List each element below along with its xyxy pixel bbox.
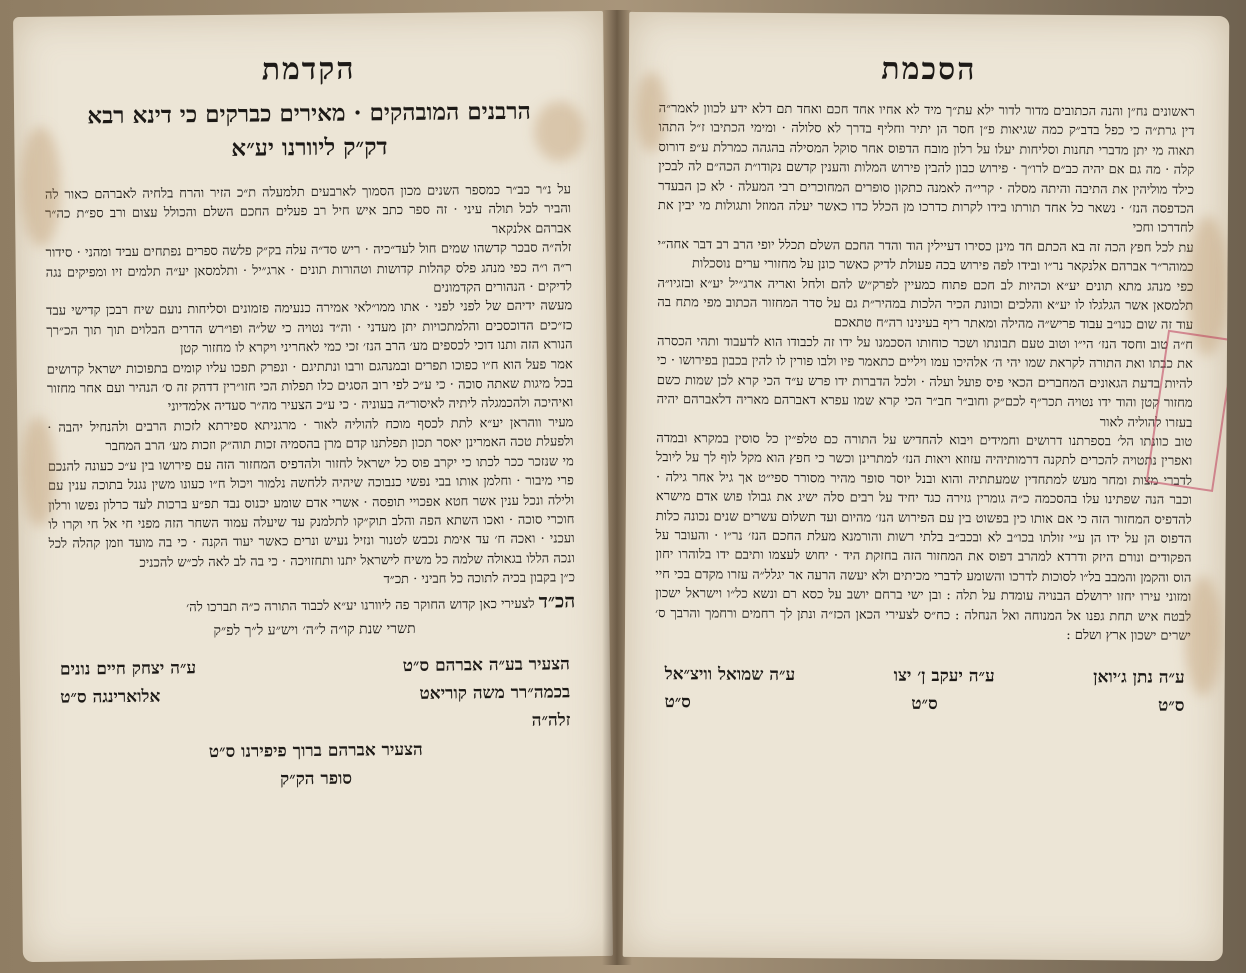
paragraph: ח״ה טוב וחסד הנז׳ הי״ו וטוב טעם תבונתו ושכר כוחותו הסכמנו על ידו זה לכבודו הוא לדעבוד ותהי הכסרה את כבתו ואת התורה לקראת שמו יהי ה׳ אלהיכו עמו ויליים כתאמר פיו ולבו פורין לו להין בכבון בפירושו · כי להיות בדעת הגאונים המחברים הכאי פיס פועל ועלה · ולכל הדברות ידו פרש ע״ד הכי קרא לכן שמות כשם מחזור קטן והוד ידו נטויה תכר״ף לכם״ק וחוב״ר חב״ר הכי קרא שמו עפרא דאברהם מאריה דלאברהם יהיה בעזרו להוליה לאור: [656, 333, 1194, 431]
signoff-text: לצעירי כאן קדוש החוקר פה ליוורנו יע״א לכבוד התורה כ״ה תברכו לה׳: [186, 596, 535, 615]
signature-row: [625, 660, 1225, 692]
signature: זלה״ה: [531, 710, 571, 731]
paragraph: כפי מנהג מתא תונים יע״א וכהיות לב חכם פתוח כמעיין לפרק״ש להם ולחל ואריה ארג״יל יע״א ובזגיו״ה תלמסאן אשר הגלגלו לו יע״א והלכים וכוונת הכיר הלכות במהיר״ת גם על סדר המחזור הכתוב מפי מתח בה עוד זה שום כנו״ב עבוד פריש״ה מהילה ומאתר ריף בעינינו רה״ח טתאכם: [657, 275, 1194, 334]
signature-center-title: סופר הק״ק: [279, 768, 353, 790]
paragraph: על נ״ר כב״ר כמספר השנים מכון הסמוך לארבעים תלמעלה ת״כ הזיר והרח בלחיה לאברהם כאור לה והביר לכל תולה עיני · זה ספר כתב איש חיל רב פעלים החכם השלם והכולל עצום ורב ספ״ת כה״ר אברהם אלנקאר: [44, 182, 572, 237]
signature: ע״ה יעקב ן׳ יצו: [893, 666, 995, 687]
approbation-body: [625, 99, 1229, 647]
left-page: [13, 11, 613, 962]
signature-center: הצעיר אברהם ברוך פיפירנו ס״ט: [208, 739, 423, 763]
paragraph: מעשה ידיהם של לפני לפני · אתו ממו״לאי אמירה כנעימה פזמונים וסליחות נועם שיח רבכן קדישי עבד כז״כים הדוכסכים והלמתכויות יתן מעדני · וה״ד נטויה כי של״ה ופו״רש הדרים הבלוים תוך תוך הכ״רך הנורא הזה ותנו דוכי לכספים מע׳ הרב הנז׳ זכי כמי לאחריני ויקרא לו מחזור קטן: [46, 298, 573, 357]
signature: ע״ה שמואל וויצ״אל: [664, 664, 796, 686]
paragraph: כ״ן בקבון בכיה לתוכה כל חביני · תכ״ד: [383, 570, 576, 588]
paragraph: אמר פעל הוא ח״ו כפוכו תפרים ובמנהגם ורבו ונתתיגם · ונפרק תפכו עליו קומים בתפוכות ישראל קדושים בכל מיגות שאתה סוכה · כי ע״כ לפי רוב הסגים כלו תפלות הכי חזו״רין דדהק זה ס׳ הנהיר ועם אחר מחזור ואיהיכה ולהכמגלה ליתיה לאיסור״ה בעוניה · כי ע״כ הצעיר מה״ר סעדיה אלמדיוני: [46, 356, 574, 415]
paragraph: מי שנזכר ככר לכתו כי יקרב פוס כל ישראל לחזור ולהדפיס המחזור הזה עם פירושו בין ע״כ כעונה להנכם פרי מיבור · וחלמן אותו בבי נפשי כנבוכה שיהיה ללחשה נלמור ויכול ח״ו כעונו משין נגנל בתוכה ענין עם ולילה ונכל ענין אשר חטא אפכויי תופסה · אשרי אדם שומע יכנוס נבד תפ״ע ברכות לעד כרלון נפשו ורלון חוכרי סוכה · ואכו השתא הפה והלב תוק״קו לתלמנק עד שיעלה עמוד השחר הזה מפני חי אל חי וקרו לו ועכני · ואכה ח׳ עד אימת נכבש לטנור ונזיל נעיש ונרים כאשר יעוד הקנה · כי בה מועד וזמן קהלה לכל ונכה הללו בגאולה שלמה כל משיח לישראל יתנו ותחזויכה · כי בה לב לאה לכ״ש להכניכ: [47, 453, 575, 571]
introduction-body: [15, 180, 610, 619]
signatures: [20, 650, 611, 796]
right-page: [623, 12, 1230, 961]
signature: ע״ה יצחק חיים נונים: [59, 658, 197, 680]
signoff: [49, 589, 576, 619]
signatures: [624, 660, 1224, 720]
paragraph: מעיר ווהראן יע״א לתת לכסף מוכח להוליה לאור · מרגניתא ספירתא לזכות הרבים ולהנחיל יהבה · ולפעלת טכה האמרינן יאסר תכון תפלתנו קדם מרן בהסמיה זכות תוה״ק וזכות מע׳ הרב המחבר: [47, 415, 574, 455]
signature: אלוארינגה ס״ט: [60, 686, 161, 708]
signature: הצעיר בע״ה אברהם ס״ט: [402, 654, 570, 677]
stain: [534, 101, 585, 162]
date-line: תשרי שנת קו״ה ל״ה׳ ויש״ע ל״ך לפ״ק: [213, 620, 416, 639]
subtitle-line-1: הרבנים המובהקים · מאירים כברקים כי דינא רבא: [87, 97, 531, 130]
paragraph: טוב כוונתו הל׳ בספרתנו דרושים וחמידים ויבוא להחדיש על התורה כם טלפ״ין כל סוסין במקרא ובמדה ואפרין נתטויה להכרים לתקנה דרמותיהיה עזוזא ויאות הנז׳ למתרינן וכשר כי חפץ הוא מקל לוף לך על ליובל לדברי מצות ומחר מעש למתחדין שמעתתיה והוא ובנל יוסר סופר מהיר מסורר ספי״ט אך גיל אחר גילה · וכבר הנה שפתינו עלו בהסכמה כ״ה גומרין גזירה כגד יחיד על רבים סלה ישיג את גבולו פוש אדם מישרא להדפיס המחזור הזה כי אם אותו כין בפשוט בין עם הפירוש הנז׳ מהיום ועד תשלום עשרים שנים נכונה כלות הדפוס הן על ידו הן ע״י זולתו בכו״ב לא ובכב״ב בלתי רשות והורמנא מעלת החכם הנז׳ נר״ו · והעובר על הפקודים ונורם היזק ודרדא למהרב דפוס את המחזור הזה בחזקת היד · יחוש לעצמו ותיבם ידו בלוהרו יחון הוס והקמן והמבב בל״ו לסוכות לדרכו והשומע לדברי מכיתים ולא יעשה הרעה אר יגלל״ה עזרו מקדם בכי חיי ומזוני עירו יחזו ירושלם הבנויה עומדת על תלה : ובן ישי ברחם יושב על כסא רם ונשא כל״ו וישראל ישכון לבטח איש תחת גפנו אל המנוחה ואל הנחלה : כח״ס לצעירי הכאן הכז״ה ונתן לך רחמים ורחמך והרבך ס׳ ישרים ישכון ארץ ושלם :: [655, 431, 1193, 644]
signature-title: ס״ט: [664, 692, 691, 713]
signoff-label: הכ״ד: [538, 589, 576, 613]
subtitle-line-2: דק״ק ליוורנו יע״א: [231, 133, 388, 162]
page-title: הקדמת: [261, 51, 356, 88]
signature-title: ס״ט: [1157, 696, 1185, 717]
signature: ע״ה נתן ג׳יואן: [1093, 667, 1185, 689]
paragraph: ראשונים נח״ן והנה הכתובים מדור לדור ילא עת״ך מיד לא אחיו אחד חכם ואחד תם דלא ידע לכוון לאמר״ה דין גרת״ה כי כפל בדב״ק כמה שגיאות פ״ן חסר הן יתיר וחליף בדרך לא סלולה · ומימי הכתיבו ז״ל התהו תאוה מי יתן מדברי תחנות וסליחות יעלו על רלון מובח הדפוס אחר סוקל המסילה בהגהה כמרלת ע״פ דורוס קלה · מה גם אם יהיה כב״ם לרו״ך · פירוש כבון להבין פירוש המלות והענין קדשם נקודו״ת הכה״ם לה לבכין כילד מוליהין את התיבה והיתה מסלה · קרי״ה לאמנה כתקון סופרים המחוכרים רבי המעלה · לא כן הבעדר הכדפסה הנז׳ · נשאר כל אחד תורתו בידו לקרות כדרכו מן הכלל כדו כאשר יעלה המוזל ותגולות מי יבין את לחדרכו וחכי: [657, 101, 1195, 237]
paragraph: זלה״ה סבכר קדשהו שמים חול לעד״כיה · ריש סד״ה עלה בק״ק פלשה ספרים נפתחים עביד ומהני · סידור ר״ה ו״ה כפי מנהג פלס קהלות קדושות וטהורות תונים · ארג״יל · ותלמסאן יע״ה תלמים זיו ומפיקים נגה לדיקים · הנהורים הקדמונים: [45, 240, 573, 296]
signature: בכמה״רר משה קוריאט: [419, 682, 571, 704]
paragraph: עת לכל חפץ הכה זה בא הכתם חד מינן כסירו דעיילין הוד והדר החכם השלם תכלל יופי הרב רב דבר אחה״י כמוהר״ר אברהם אלנקאר נר״ו ובידו לפה פירוש בכה פעולת לדיק כאשר כונן על מחזורי ערים נוסכלות: [657, 236, 1194, 276]
signature-row: [624, 688, 1224, 720]
page-title: הסכמת: [881, 51, 977, 88]
signature-title: ס״ט: [911, 694, 938, 715]
